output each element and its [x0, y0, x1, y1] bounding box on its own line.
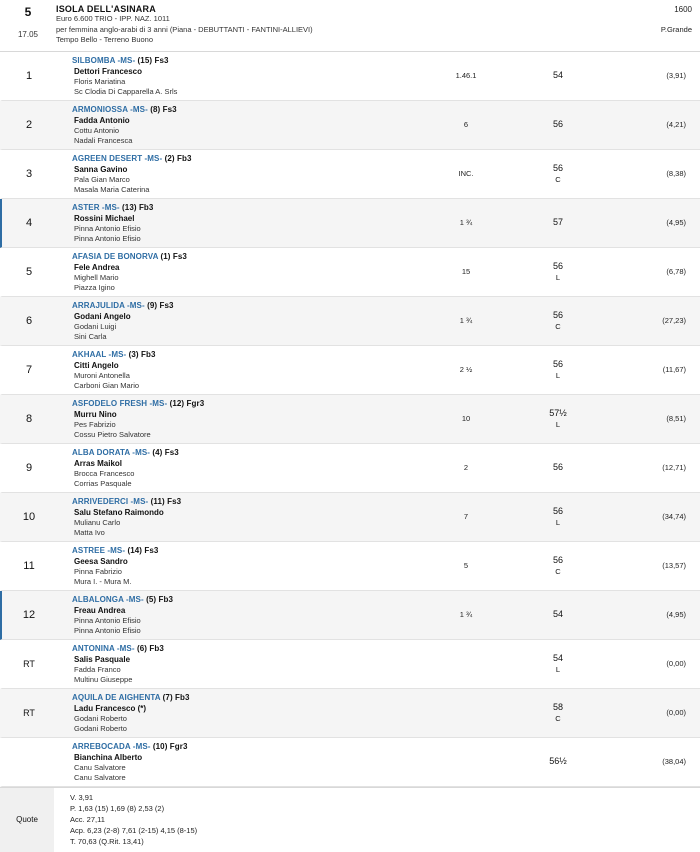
row-odds: (11,67): [662, 365, 686, 374]
jockey-name: Bianchina Alberto: [74, 752, 143, 762]
owner-name: Pinna Antonio Efisio: [74, 233, 141, 243]
trainer-name: Fadda Franco: [74, 664, 121, 674]
row-position: 5: [25, 265, 33, 278]
horse-name[interactable]: [72, 545, 420, 556]
horse-name[interactable]: [72, 692, 420, 703]
row-entry-info: [56, 150, 420, 198]
row-odds: (38,04): [662, 757, 686, 766]
row-entry-info: [56, 101, 420, 149]
row-weight: [512, 150, 604, 198]
row-time-or-margin: 7: [463, 512, 469, 521]
owner-name: Nadali Francesca: [74, 135, 133, 145]
row-entry-info: [56, 248, 420, 296]
trainer-name: Pala Gian Marco: [74, 174, 130, 184]
row-position: 2: [25, 118, 33, 131]
row-weight: [512, 542, 604, 590]
row-weight: [512, 248, 604, 296]
row-weight-value: 56: [552, 309, 563, 320]
row-odds: (0,00): [666, 708, 686, 717]
row-entry-info: [56, 297, 420, 345]
quote-line: Acp. 6,23 (2-8) 7,61 (2-15) 4,15 (8-15): [70, 825, 198, 835]
jockey-name: Murru Nino: [74, 409, 117, 419]
row-position: 8: [25, 412, 33, 425]
row-position: 3: [25, 167, 33, 180]
owner-name: Sc Clodia Di Capparella A. Srls: [74, 86, 178, 96]
row-entry-info: [56, 542, 420, 590]
horse-name[interactable]: [72, 153, 420, 164]
race-track: P.Grande: [660, 25, 692, 34]
row-weight: [512, 346, 604, 394]
table-row[interactable]: [0, 542, 700, 591]
row-entry-info: [56, 689, 420, 737]
row-position: 1: [25, 69, 33, 82]
race-header: [0, 0, 700, 52]
row-position: 10: [22, 510, 36, 523]
trainer-name: Pes Fabrizio: [74, 419, 116, 429]
row-weight: [512, 199, 604, 247]
owner-name: Masala Maria Caterina: [74, 184, 150, 194]
owner-name: Godani Roberto: [74, 723, 127, 733]
row-position: RT: [23, 707, 35, 718]
horse-draw-age: (13) Fb3: [122, 202, 154, 212]
row-weight-value: 54: [552, 70, 563, 80]
race-header-left: [0, 0, 56, 51]
race-conditions-category: per femmina anglo-arabi di 3 anni (Piana - DEBUTTANTI - FANTINI-ALLIEVI): [56, 24, 313, 34]
horse-name-text: AGREEN DESERT -MS-: [72, 153, 163, 163]
horse-name-text: ARRIVEDERCI -MS-: [72, 496, 149, 506]
race-header-details: [56, 0, 608, 51]
row-odds: (0,00): [666, 659, 686, 668]
row-odds: (8,51): [666, 414, 686, 423]
table-row[interactable]: [0, 738, 700, 787]
row-odds: (4,95): [666, 610, 686, 619]
horse-name[interactable]: [72, 55, 420, 66]
row-entry-info: [56, 395, 420, 443]
quote-line: T. 70,63 (Q.Rit. 13,41): [70, 836, 144, 846]
row-position: 7: [25, 363, 33, 376]
horse-draw-age: (2) Fb3: [164, 153, 192, 163]
row-odds: (8,38): [666, 169, 686, 178]
horse-name-text: AQUILA DE AIGHENTA: [72, 692, 161, 702]
trainer-name: Canu Salvatore: [74, 762, 126, 772]
row-time-or-margin: 2: [463, 463, 469, 472]
owner-name: Matta Ivo: [74, 527, 105, 537]
horse-name[interactable]: [72, 251, 420, 262]
row-weight-mark: C: [555, 566, 561, 576]
quote-label: Quote: [16, 815, 38, 824]
horse-draw-age: (4) Fs3: [152, 447, 179, 457]
row-time-or-margin: INC.: [458, 169, 474, 178]
table-row[interactable]: [0, 101, 700, 150]
row-odds: (13,57): [662, 561, 686, 570]
table-row[interactable]: [0, 444, 700, 493]
row-entry-info: [56, 199, 420, 247]
trainer-name: Brocca Francesco: [74, 468, 135, 478]
jockey-name: Godani Angelo: [74, 311, 131, 321]
row-odds: (34,74): [662, 512, 686, 521]
quote-body: [54, 788, 700, 852]
row-weight-mark: C: [555, 174, 561, 184]
horse-draw-age: (11) Fs3: [150, 496, 182, 506]
quote-line: V. 3,91: [70, 792, 94, 802]
jockey-name: Citti Angelo: [74, 360, 119, 370]
jockey-name: Salis Pasquale: [74, 654, 131, 664]
trainer-name: Cottu Antonio: [74, 125, 120, 135]
row-weight-mark: L: [555, 370, 561, 380]
horse-draw-age: (10) Fgr3: [152, 741, 188, 751]
jockey-name: Sanna Gavino: [74, 164, 128, 174]
owner-name: Cossu Pietro Salvatore: [74, 429, 151, 439]
owner-name: Corrias Pasquale: [74, 478, 132, 488]
row-weight-mark: L: [555, 419, 561, 429]
row-weight-value: 56: [552, 554, 563, 565]
row-weight-mark: C: [555, 713, 561, 723]
trainer-name: Godani Roberto: [74, 713, 127, 723]
trainer-name: Floris Mariatina: [74, 76, 126, 86]
row-weight: [512, 493, 604, 541]
horse-name-text: ARREBOCADA -MS-: [72, 741, 151, 751]
row-position: RT: [23, 658, 35, 669]
row-position: 9: [25, 461, 33, 474]
horse-name[interactable]: [72, 300, 420, 311]
row-time-or-margin: 2 ½: [459, 365, 473, 374]
horse-name-text: SILBOMBA -MS-: [72, 55, 136, 65]
row-time-or-margin: 1 ¾: [459, 610, 473, 619]
horse-draw-age: (15) Fs3: [137, 55, 169, 65]
row-weight-value: 57: [552, 217, 563, 227]
owner-name: Multinu Giuseppe: [74, 674, 133, 684]
race-header-right: [608, 0, 700, 51]
row-weight: [512, 101, 604, 149]
jockey-name: Salu Stefano Raimondo: [74, 507, 164, 517]
trainer-name: Muroni Antonella: [74, 370, 130, 380]
row-entry-info: [56, 52, 420, 100]
row-time-or-margin: [420, 640, 512, 688]
row-weight-value: 56: [552, 358, 563, 369]
row-entry-info: [56, 444, 420, 492]
row-weight: [512, 689, 604, 737]
horse-name[interactable]: [72, 349, 420, 360]
row-time-or-margin: 6: [463, 120, 469, 129]
horse-draw-age: (9) Fs3: [147, 300, 174, 310]
row-time-or-margin: 5: [463, 561, 469, 570]
table-row[interactable]: [0, 395, 700, 444]
horse-name[interactable]: [72, 202, 420, 213]
race-time: 17.05: [17, 30, 39, 39]
row-position: 4: [25, 216, 33, 229]
jockey-name: Fadda Antonio: [74, 115, 130, 125]
table-row[interactable]: [0, 493, 700, 542]
row-odds: (6,78): [666, 267, 686, 276]
jockey-name: Geesa Sandro: [74, 556, 128, 566]
trainer-name: Pinna Antonio Efisio: [74, 615, 141, 625]
owner-name: Mura I. - Mura M.: [74, 576, 132, 586]
row-position: [2, 738, 56, 786]
row-odds: (3,91): [666, 71, 686, 80]
row-entry-info: [56, 640, 420, 688]
row-odds: (4,21): [666, 120, 686, 129]
horse-draw-age: (3) Fb3: [128, 349, 156, 359]
quote-line: Acc. 27,11: [70, 814, 105, 824]
row-weight-value: 56½: [549, 756, 567, 766]
table-row[interactable]: [0, 248, 700, 297]
row-entry-info: [56, 738, 420, 786]
jockey-name: Dettori Francesco: [74, 66, 143, 76]
row-odds: (4,95): [666, 218, 686, 227]
row-weight-value: 56: [552, 462, 563, 472]
row-time-or-margin: 1.46.1: [455, 71, 477, 80]
row-weight: [512, 52, 604, 100]
row-weight: [512, 395, 604, 443]
row-time-or-margin: 1 ¾: [459, 316, 473, 325]
row-entry-info: [56, 591, 420, 639]
horse-name[interactable]: [72, 741, 420, 752]
horse-name-text: ALBALONGA -MS-: [72, 594, 144, 604]
row-weight-value: 56: [552, 260, 563, 271]
row-entry-info: [56, 493, 420, 541]
race-conditions-weather: Tempo Bello - Terreno Buono: [56, 35, 154, 44]
jockey-name: Rossini Michael: [74, 213, 135, 223]
horse-draw-age: (5) Fb3: [146, 594, 174, 604]
trainer-name: Pinna Fabrizio: [74, 566, 122, 576]
table-row[interactable]: [0, 199, 700, 248]
owner-name: Piazza Igino: [74, 282, 115, 292]
row-weight: [512, 444, 604, 492]
table-row[interactable]: [0, 689, 700, 738]
row-weight-mark: L: [555, 272, 561, 282]
trainer-name: Godani Luigi: [74, 321, 117, 331]
row-time-or-margin: [420, 738, 512, 786]
horse-name-text: ASTREE -MS-: [72, 545, 126, 555]
horse-name[interactable]: [72, 643, 420, 654]
race-conditions-prize: Euro 6.600 TRIO - IPP. NAZ. 1011: [56, 14, 170, 23]
horse-name-text: ASFODELO FRESH -MS-: [72, 398, 168, 408]
table-row[interactable]: [0, 150, 700, 199]
row-time-or-margin: 15: [461, 267, 471, 276]
owner-name: Pinna Antonio Efisio: [74, 625, 141, 635]
row-position: 12: [22, 608, 36, 621]
row-weight-value: 56: [552, 119, 563, 129]
row-position: 11: [23, 559, 35, 572]
horse-name-text: AFASIA DE BONORVA: [72, 251, 159, 261]
trainer-name: Pinna Antonio Efisio: [74, 223, 141, 233]
row-time-or-margin: 10: [461, 414, 471, 423]
race-number: 5: [24, 5, 32, 19]
jockey-name: Freau Andrea: [74, 605, 126, 615]
horse-draw-age: (6) Fb3: [136, 643, 164, 653]
row-weight-value: 58: [552, 701, 563, 712]
row-weight-value: 56: [552, 505, 563, 516]
owner-name: Sini Carla: [74, 331, 107, 341]
horse-draw-age: (12) Fgr3: [169, 398, 205, 408]
row-weight-mark: L: [555, 517, 561, 527]
table-row[interactable]: [0, 591, 700, 640]
jockey-name: Fele Andrea: [74, 262, 120, 272]
race-distance: 1600: [674, 5, 692, 14]
horse-name[interactable]: [72, 398, 420, 409]
horse-draw-age: (7) Fb3: [162, 692, 190, 702]
row-weight-mark: C: [555, 321, 561, 331]
row-weight-value: 56: [552, 162, 563, 173]
horse-name[interactable]: [72, 594, 420, 605]
horse-name-text: ASTER -MS-: [72, 202, 120, 212]
horse-draw-age: (14) Fs3: [127, 545, 159, 555]
row-time-or-margin: [420, 689, 512, 737]
table-row[interactable]: [0, 640, 700, 689]
horse-name-text: AKHAAL -MS-: [72, 349, 127, 359]
horse-draw-age: (8) Fs3: [150, 104, 177, 114]
row-entry-info: [56, 346, 420, 394]
row-weight-value: 57½: [549, 407, 567, 418]
horse-name[interactable]: [72, 447, 420, 458]
row-odds: (12,71): [662, 463, 686, 472]
row-weight-mark: L: [555, 664, 561, 674]
results-list: [0, 52, 700, 787]
horse-name-text: ARRAJULIDA -MS-: [72, 300, 145, 310]
row-odds: (27,23): [662, 316, 686, 325]
quote-line: P. 1,63 (15) 1,69 (8) 2,53 (2): [70, 803, 165, 813]
row-weight-value: 54: [552, 652, 563, 663]
horse-name[interactable]: [72, 496, 420, 507]
row-position: 6: [25, 314, 33, 327]
horse-name-text: ANTONINA -MS-: [72, 643, 135, 653]
row-weight: [512, 591, 604, 639]
row-time-or-margin: 1 ¾: [459, 218, 473, 227]
row-weight: [512, 640, 604, 688]
row-weight: [512, 297, 604, 345]
horse-name-text: ARMONIOSSA -MS-: [72, 104, 148, 114]
jockey-name: Ladu Francesco (*): [74, 703, 147, 713]
owner-name: Canu Salvatore: [74, 772, 126, 782]
trainer-name: Mighell Mario: [74, 272, 119, 282]
jockey-name: Arras Maikol: [74, 458, 123, 468]
horse-name[interactable]: [72, 104, 420, 115]
owner-name: Carboni Gian Mario: [74, 380, 140, 390]
quote-section: [0, 787, 700, 852]
table-row[interactable]: [0, 297, 700, 346]
row-weight-value: 54: [552, 609, 563, 619]
horse-draw-age: (1) Fs3: [160, 251, 187, 261]
table-row[interactable]: [0, 52, 700, 101]
row-weight: [512, 738, 604, 786]
horse-name-text: ALBA DORATA -MS-: [72, 447, 151, 457]
trainer-name: Mulianu Carlo: [74, 517, 121, 527]
table-row[interactable]: [0, 346, 700, 395]
race-title: ISOLA DELL'ASINARA: [56, 4, 156, 14]
